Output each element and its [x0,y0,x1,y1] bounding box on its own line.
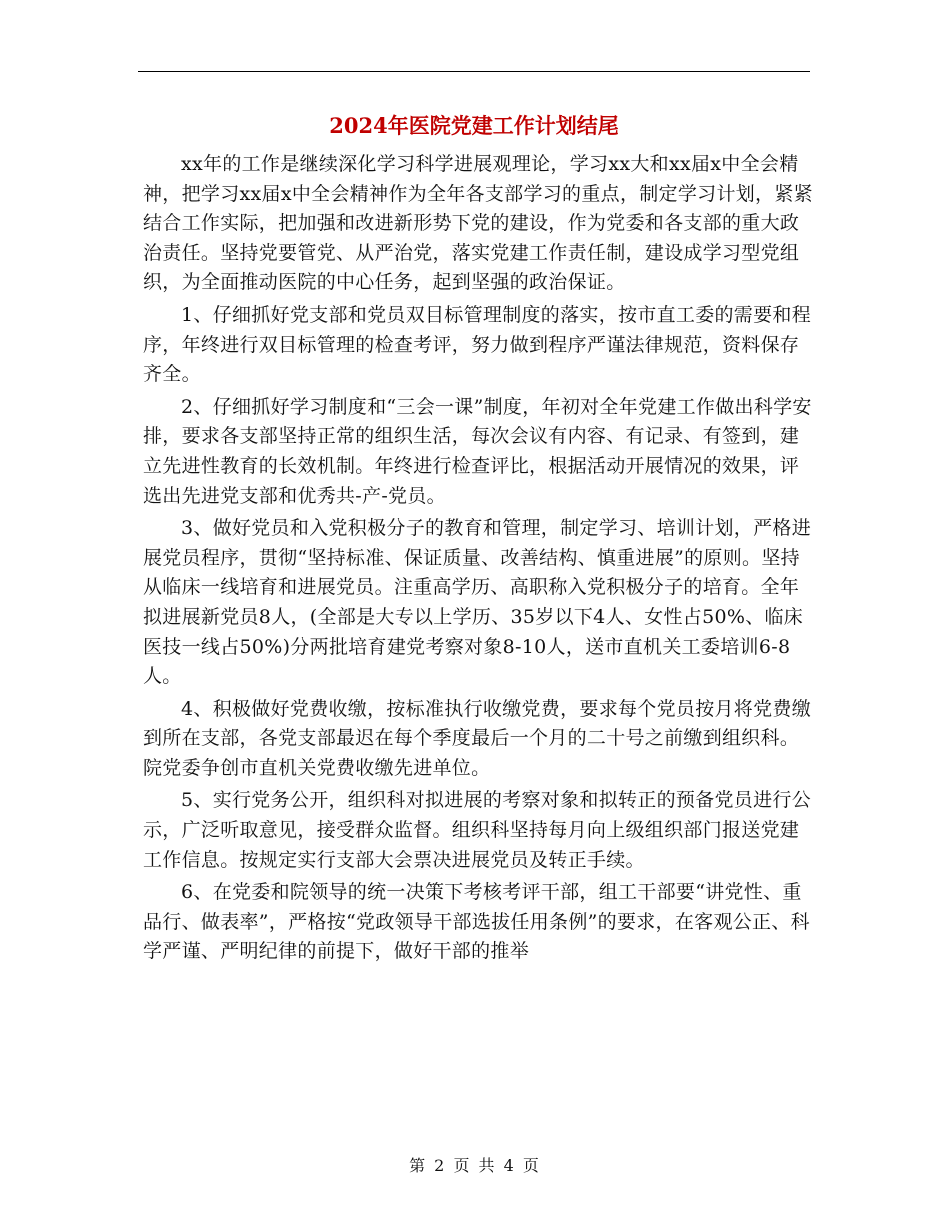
item-4-paragraph: 4、积极做好党费收缴，按标准执行收缴党费，要求每个党员按月将党费缴到所在支部，各党支部最迟在每个季度最后一个月的二十号之前缴到组织科。院党委争创市直机关党费收缴先进单位。 [143,697,811,779]
page-number-footer: 第 2 页 共 4 页 [409,1156,541,1175]
item-1-paragraph: 1、仔细抓好党支部和党员双目标管理制度的落实，按市直工委的需要和程序，年终进行双目标管理的检查考评，努力做到程序严谨法律规范，资料保存齐全。 [143,303,811,386]
intro-paragraph: xx年的工作是继续深化学习科学进展观理论，学习xx大和xx届x中全会精神，把学习xx届x中全会精神作为全年各支部学习的重点，制定学习计划，紧紧结合工作实际，把加强和改进新形势下党的建设，作为党委和各支部的重大政治责任。坚持党要管党、从严治党，落实党建工作责任制，建设成学习型党组织，为全面推动医院的中心任务，起到坚强的政治保证。 [143,153,813,294]
item-3-paragraph: 3、做好党员和入党积极分子的教育和管理，制定学习、培训计划，严格进展党员程序，贯彻“坚持标准、保证质量、改善结构、慎重进展”的原则。坚持从临床一线培育和进展党员。注重高学历、高职称入党积极分子的培育。全年拟进展新党员8人，(全部是大专以上学历、35岁以下4人、女性占50%、临床医技一线占50%)分两批培育建党考察对象8-10人，送市直机关工委培训6-8人。 [143,517,811,688]
document-title: 2024年医院党建工作计划结尾 [329,113,619,138]
header-rule [138,71,810,72]
item-6-paragraph: 6、在党委和院领导的统一决策下考核考评干部，组工干部要“讲党性、重品行、做表率”，严格按“党政领导干部选拔任用条例”的要求，在客观公正、科学严谨、严明纪律的前提下，做好干部的推举 [143,881,810,963]
item-2-paragraph: 2、仔细抓好学习制度和“三会一课”制度，年初对全年党建工作做出科学安排，要求各支部坚持正常的组织生活，每次会议有内容、有记录、有签到，建立先进性教育的长效机制。年终进行检查评比，根据活动开展情况的效果，评选出先进党支部和优秀共-产-党员。 [143,395,812,507]
document-body [143,150,815,967]
item-5-paragraph: 5、实行党务公开，组织科对拟进展的考察对象和拟转正的预备党员进行公示，广泛听取意见，接受群众监督。组织科坚持每月向上级组织部门报送党建工作信息。按规定实行支部大会票决进展党员及转正手续。 [143,789,811,871]
